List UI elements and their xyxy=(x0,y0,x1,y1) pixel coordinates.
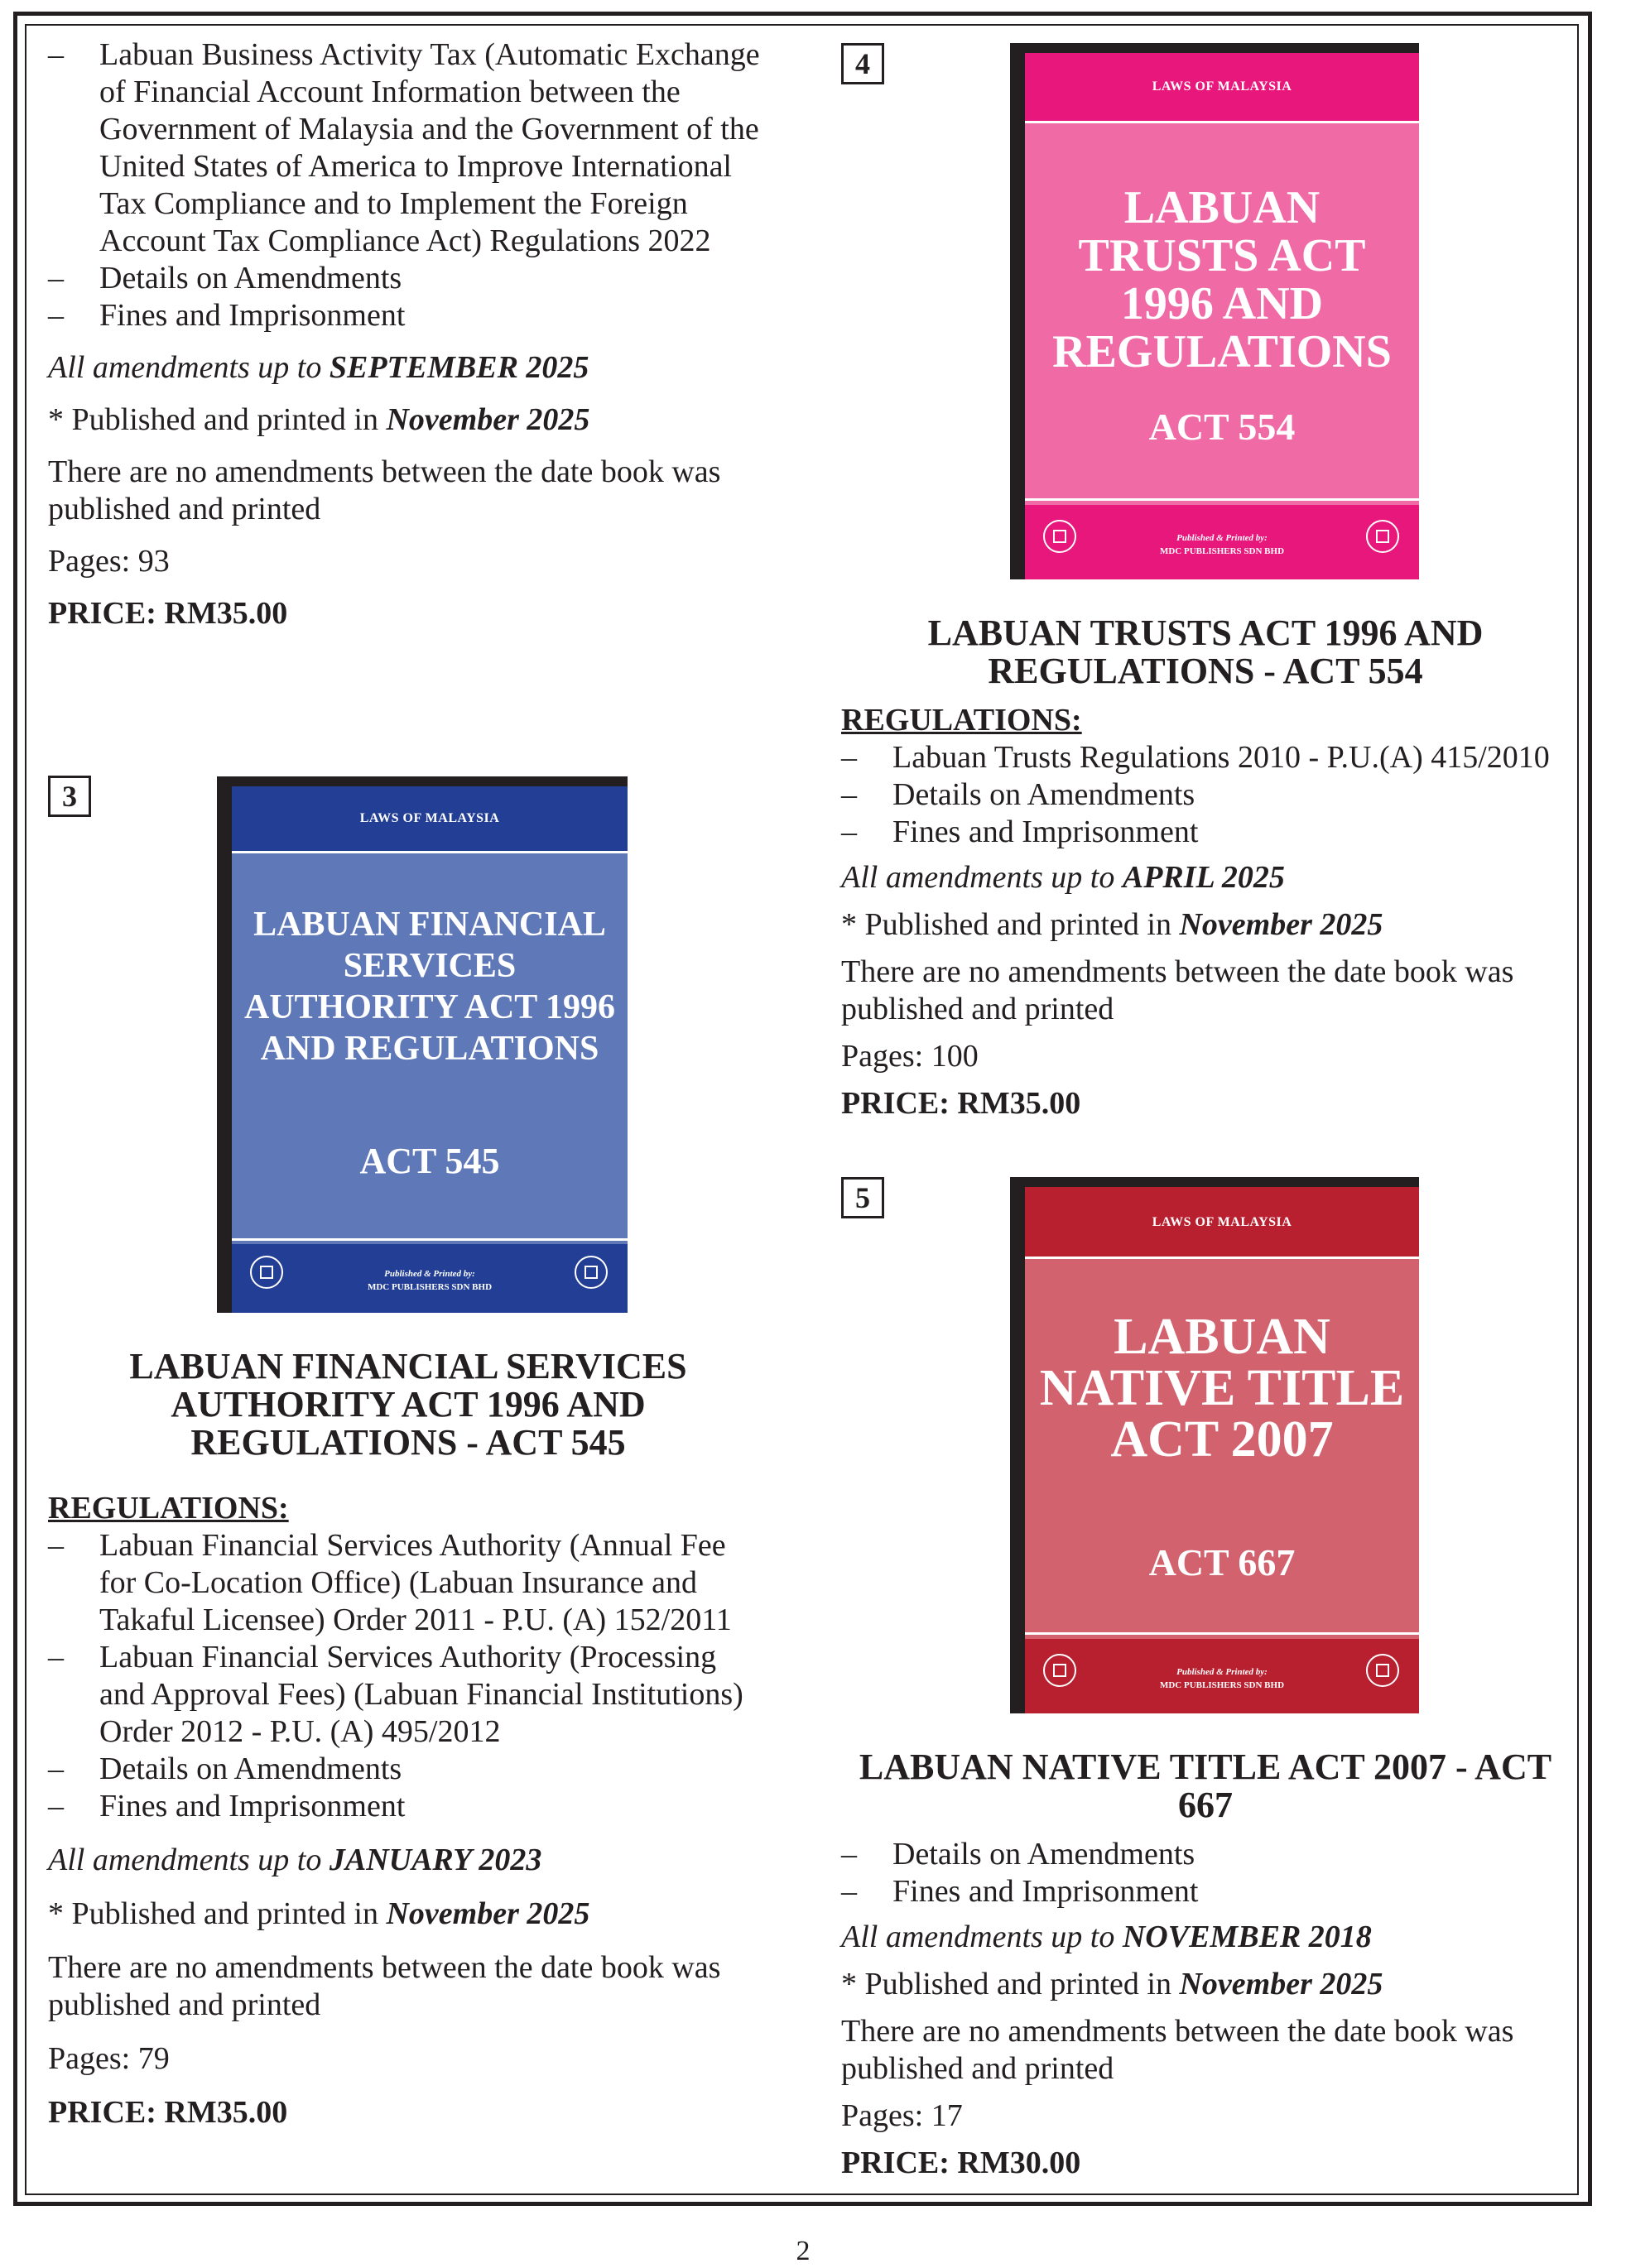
book-cover-act-545 xyxy=(217,776,628,1313)
details-list xyxy=(841,1836,1570,1910)
divider xyxy=(1025,1632,1419,1635)
cover-panel xyxy=(1025,1187,1419,1713)
divider xyxy=(1025,121,1419,123)
list-item: – Details on Amendments xyxy=(841,776,1570,814)
cover-title: LABUAN NATIVE TITLE ACT 2007 xyxy=(1039,1309,1405,1468)
cover-act-number: ACT 554 xyxy=(1148,406,1296,448)
cover-series-label: LAWS OF MALAYSIA xyxy=(1152,79,1292,94)
pages-count: Pages: 17 xyxy=(841,2098,963,2133)
list-item: – Fines and Imprisonment xyxy=(48,297,777,334)
list-item: – Details on Amendments xyxy=(48,260,777,297)
cover-series-label: LAWS OF MALAYSIA xyxy=(359,811,500,825)
cover-publisher-label: Published & Printed by: xyxy=(1176,1667,1268,1677)
pages-count: Pages: 79 xyxy=(48,2041,170,2076)
item-number-badge: 3 xyxy=(48,776,91,817)
book-title: LABUAN FINANCIAL SERVICES AUTHORITY ACT 1996 AND REGULATIONS - ACT 545 xyxy=(129,1346,687,1463)
list-item: – Labuan Financial Services Authority (Processing and Approval Fees) (Labuan Financial Institutions) Order 2012 - P.U. (A) 495/2012 xyxy=(48,1639,768,1751)
cover-title: LABUAN FINANCIAL SERVICES AUTHORITY ACT 1996 AND REGULATIONS xyxy=(243,906,616,1068)
list-item: – Fines and Imprisonment xyxy=(48,1788,768,1825)
cover-title: LABUAN TRUSTS ACT 1996 AND REGULATIONS xyxy=(1052,182,1392,377)
cover-series-label: LAWS OF MALAYSIA xyxy=(1152,1215,1292,1229)
book-title: LABUAN NATIVE TITLE ACT 2007 - ACT 667 xyxy=(859,1747,1552,1825)
no-amendments-note: There are no amendments between the date book was published and printed xyxy=(48,1950,721,2022)
pages-count: Pages: 93 xyxy=(48,544,170,579)
no-amendments-note: There are no amendments between the date book was published and printed xyxy=(48,454,721,526)
cover-publisher-label: Published & Printed by: xyxy=(384,1269,475,1279)
continued-items xyxy=(48,36,777,334)
cover-panel xyxy=(232,786,628,1313)
cover-publisher-name: MDC PUBLISHERS SDN BHD xyxy=(1159,546,1285,556)
regulations-heading: REGULATIONS: xyxy=(48,1491,289,1526)
cover-publisher-name: MDC PUBLISHERS SDN BHD xyxy=(367,1282,493,1292)
price: PRICE: RM35.00 xyxy=(841,1086,1081,1121)
regulations-list xyxy=(48,1527,768,1825)
divider xyxy=(1025,1257,1419,1259)
cover-publisher-name: MDC PUBLISHERS SDN BHD xyxy=(1159,1680,1285,1690)
pages-count: Pages: 100 xyxy=(841,1039,979,1074)
amendments-line: All amendments up to NOVEMBER 2018 xyxy=(841,1920,1372,1954)
cover-footer-band xyxy=(1025,505,1419,579)
item-number-badge: 4 xyxy=(841,43,884,84)
cover-act-number: ACT 667 xyxy=(1148,1541,1296,1583)
book-cover-act-554 xyxy=(1010,43,1419,579)
item-number-badge: 5 xyxy=(841,1177,884,1218)
book-title: LABUAN TRUSTS ACT 1996 AND REGULATIONS - ACT 554 xyxy=(927,613,1484,691)
divider xyxy=(232,851,628,853)
published-line: * Published and printed in November 2025 xyxy=(841,1967,1383,2001)
published-line: * Published and printed in November 2025 xyxy=(48,1896,590,1931)
book-spine xyxy=(1010,43,1027,579)
book-spine xyxy=(217,776,233,1313)
amendments-line: All amendments up to SEPTEMBER 2025 xyxy=(48,350,589,385)
price: PRICE: RM30.00 xyxy=(841,2145,1081,2180)
divider xyxy=(1025,498,1419,501)
list-item: – Labuan Trusts Regulations 2010 - P.U.(A) 415/2010 xyxy=(841,739,1570,776)
book-cover-act-667 xyxy=(1010,1177,1419,1713)
no-amendments-note: There are no amendments between the date book was published and printed xyxy=(841,954,1514,1026)
cover-act-number: ACT 545 xyxy=(359,1141,500,1181)
book-entry-act-554 xyxy=(841,614,1570,1122)
book-entry-act-545 xyxy=(48,1348,768,2131)
list-item: – Details on Amendments xyxy=(841,1836,1570,1873)
regulations-list xyxy=(841,739,1570,851)
cover-panel xyxy=(1025,53,1419,579)
list-item: – Fines and Imprisonment xyxy=(841,814,1570,851)
list-item: – Labuan Financial Services Authority (Annual Fee for Co-Location Office) (Labuan Insurance and Takaful Licensee) Order 2011 - P.U. (A) 152/2011 xyxy=(48,1527,768,1639)
cover-footer-band xyxy=(1025,1639,1419,1713)
no-amendments-note: There are no amendments between the date book was published and printed xyxy=(841,2014,1514,2086)
amendments-line: All amendments up to APRIL 2025 xyxy=(841,860,1285,895)
book-spine xyxy=(1010,1177,1027,1713)
price: PRICE: RM35.00 xyxy=(48,2095,288,2130)
divider xyxy=(232,1238,628,1241)
book-entry-act-667 xyxy=(841,1748,1570,2182)
cover-publisher-label: Published & Printed by: xyxy=(1176,533,1268,543)
list-item: – Details on Amendments xyxy=(48,1751,768,1788)
page-number: 2 xyxy=(796,2236,811,2266)
cover-footer-band xyxy=(232,1244,628,1313)
regulations-heading: REGULATIONS: xyxy=(841,703,1082,738)
continued-entry xyxy=(48,36,777,632)
published-line: * Published and printed in November 2025 xyxy=(48,402,590,437)
price: PRICE: RM35.00 xyxy=(48,596,288,631)
list-item: – Fines and Imprisonment xyxy=(841,1873,1570,1910)
published-line: * Published and printed in November 2025 xyxy=(841,907,1383,942)
amendments-line: All amendments up to JANUARY 2023 xyxy=(48,1843,542,1877)
list-item: – Labuan Business Activity Tax (Automatic Exchange of Financial Account Information between the Government of Malaysia and the Government of the United States of America to Improve International Tax Compliance and to Implement the Foreign Account Tax Compliance Act) Regulations 2022 xyxy=(48,36,777,260)
